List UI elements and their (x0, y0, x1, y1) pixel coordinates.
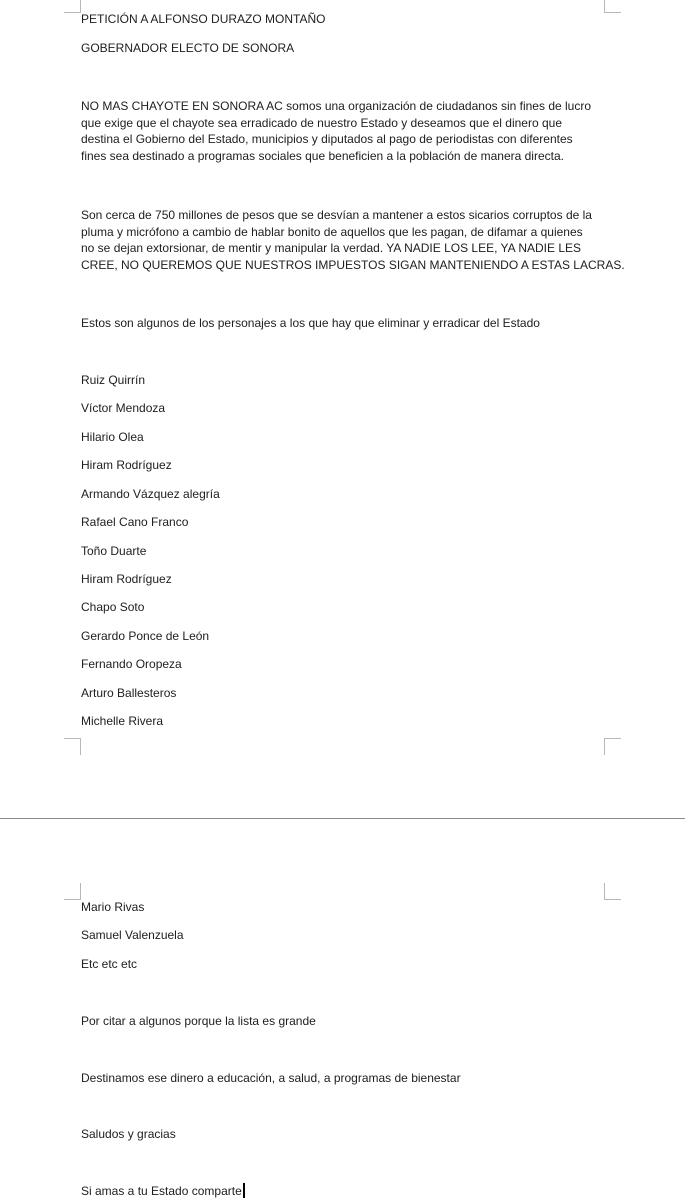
list-item[interactable]: Hiram Rodríguez (81, 458, 172, 472)
list-item[interactable]: Chapo Soto (81, 600, 145, 614)
share-line[interactable] (81, 1183, 245, 1199)
paragraph-line: NO MAS CHAYOTE EN SONORA AC somos una organización de ciudadanos sin fines de lucro (81, 99, 592, 113)
list-item[interactable]: Etc etc etc (81, 957, 138, 971)
paragraph-line: fines sea destinado a programas sociales que beneficien a la población de manera directa. (81, 148, 564, 163)
list-item[interactable]: Víctor Mendoza (81, 401, 166, 415)
paragraph-line: que exige que el chayote sea erradicado de nuestro Estado y deseamos que el dinero que (81, 115, 562, 130)
document-page-2 (0, 819, 685, 1200)
list-item[interactable]: Gerardo Ponce de León (81, 629, 210, 643)
document-title[interactable]: PETICIÓN A ALFONSO DURAZO MONTAÑO (81, 12, 326, 26)
paragraph-line: destina el Gobierno del Estado, municipios y diputados al pago de periodistas con diferentes (81, 132, 573, 146)
destination-statement[interactable]: Destinamos ese dinero a educación, a salud, a programas de bienestar (81, 1071, 461, 1085)
list-item[interactable]: Rafael Cano Franco (81, 515, 189, 529)
page-corner-mark-top-left (64, 883, 81, 900)
page-corner-mark-top-right (604, 883, 621, 900)
greeting[interactable]: Saludos y gracias (81, 1127, 176, 1141)
paragraph-funds[interactable] (81, 207, 625, 273)
page-corner-mark-bottom-left (64, 738, 81, 755)
list-item[interactable]: Hiram Rodríguez (81, 572, 172, 586)
list-item[interactable]: Armando Vázquez alegría (81, 487, 220, 501)
list-item[interactable]: Michelle Rivera (81, 714, 164, 728)
page-corner-mark-top-left (64, 0, 81, 13)
list-note[interactable]: Por citar a algunos porque la lista es grande (81, 1014, 316, 1028)
document-subtitle[interactable]: GOBERNADOR ELECTO DE SONORA (81, 41, 295, 55)
paragraph-line: Son cerca de 750 millones de pesos que se desvían a mantener a estos sicarios corruptos de la (81, 208, 592, 222)
share-text: Si amas a tu Estado comparte (81, 1184, 242, 1198)
list-item[interactable]: Toño Duarte (81, 544, 147, 558)
list-intro[interactable]: Estos son algunos de los personajes a los que hay que eliminar y erradicar del Estado (81, 316, 540, 330)
list-item[interactable]: Mario Rivas (81, 900, 145, 914)
page-corner-mark-top-right (604, 0, 621, 13)
list-item[interactable]: Hilario Olea (81, 430, 144, 444)
paragraph-organization[interactable] (81, 98, 621, 164)
text-cursor (243, 1183, 245, 1198)
list-item[interactable]: Samuel Valenzuela (81, 928, 184, 942)
paragraph-line: pluma y micrófono a cambio de hablar bonito de aquellos que les pagan, de difamar a quienes (81, 224, 583, 239)
list-item[interactable]: Arturo Ballesteros (81, 686, 177, 700)
paragraph-line: CREE, NO QUEREMOS QUE NUESTROS IMPUESTOS SIGAN MANTENIENDO A ESTAS LACRAS. (81, 257, 625, 272)
list-item[interactable]: Ruiz Quirrín (81, 373, 146, 387)
paragraph-line: no se dejan extorsionar, de mentir y manipular la verdad. YA NADIE LOS LEE, YA NADIE LES (81, 241, 582, 255)
list-item[interactable]: Fernando Oropeza (81, 657, 182, 671)
page-corner-mark-bottom-right (604, 738, 621, 755)
